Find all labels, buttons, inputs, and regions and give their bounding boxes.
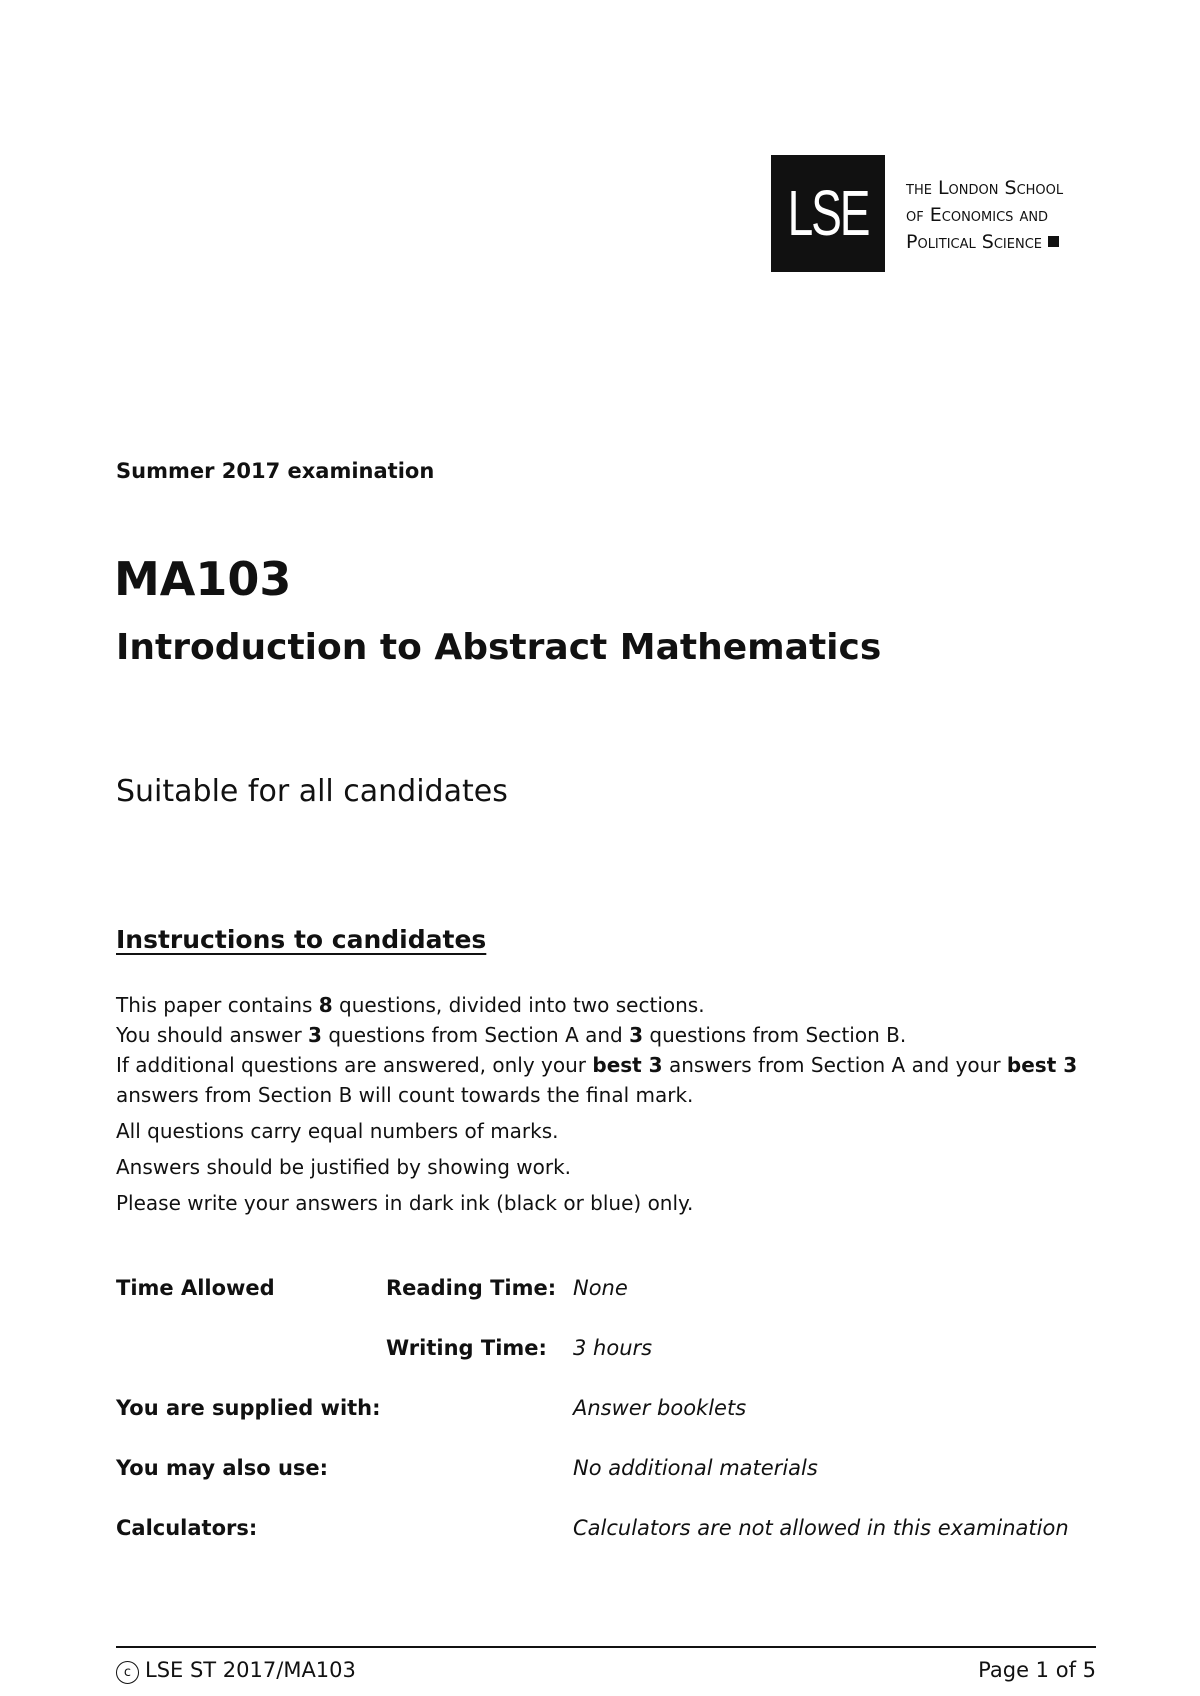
logo-line-3: Political Science	[906, 229, 1063, 256]
instruction-question-count: This paper contains 8 questions, divided into two sections.	[116, 993, 705, 1017]
lse-logo	[771, 155, 1101, 272]
writing-time-value: 3 hours	[573, 1336, 653, 1360]
may-use-value: No additional materials	[573, 1456, 818, 1480]
details-row-reading-time	[116, 1276, 1106, 1336]
calculators-label: Calculators:	[116, 1516, 258, 1540]
exam-details-table	[116, 1276, 1106, 1576]
reading-time-label: Reading Time:	[386, 1276, 557, 1300]
may-use-label: You may also use:	[116, 1456, 329, 1480]
footer-reference: c LSE ST 2017/MA103	[116, 1658, 356, 1684]
lse-logo-wordmark	[906, 175, 1063, 256]
instructions-heading: Instructions to candidates	[116, 925, 487, 954]
details-row-writing-time	[116, 1336, 1106, 1396]
footer-divider	[116, 1646, 1096, 1648]
reading-time-value: None	[573, 1276, 628, 1300]
instructions-body	[116, 990, 1106, 1218]
calculators-value: Calculators are not allowed in this examination	[573, 1516, 1069, 1540]
logo-line-2: of Economics and	[906, 204, 1049, 226]
writing-time-label: Writing Time:	[386, 1336, 547, 1360]
instruction-marks: All questions carry equal numbers of marks.	[116, 1119, 559, 1143]
exam-session: Summer 2017 examination	[116, 459, 435, 483]
details-row-may-use	[116, 1456, 1106, 1516]
lse-logo-mark: LSE	[771, 155, 885, 272]
course-code: MA103	[114, 552, 292, 606]
details-row-supplied	[116, 1396, 1106, 1456]
instruction-justify: Answers should be justified by showing work.	[116, 1155, 572, 1179]
instruction-answer-count: You should answer 3 questions from Section A and 3 questions from Section B.	[116, 1023, 907, 1047]
page-number: Page 1 of 5	[978, 1658, 1096, 1682]
instruction-extra-answers: If additional questions are answered, only your best 3 answers from Section A and your best 3 answers from Section B will count towards the final mark.	[116, 1053, 1078, 1107]
time-allowed-label: Time Allowed	[116, 1276, 275, 1300]
supplied-value: Answer booklets	[573, 1396, 747, 1420]
supplied-label: You are supplied with:	[116, 1396, 381, 1420]
details-row-calculators	[116, 1516, 1106, 1576]
suitability-note: Suitable for all candidates	[116, 774, 508, 809]
square-icon	[1048, 236, 1059, 247]
logo-line-1: the London School	[906, 177, 1064, 199]
copyright-icon: c	[116, 1661, 139, 1684]
instruction-ink: Please write your answers in dark ink (black or blue) only.	[116, 1191, 694, 1215]
course-title: Introduction to Abstract Mathematics	[116, 627, 882, 668]
